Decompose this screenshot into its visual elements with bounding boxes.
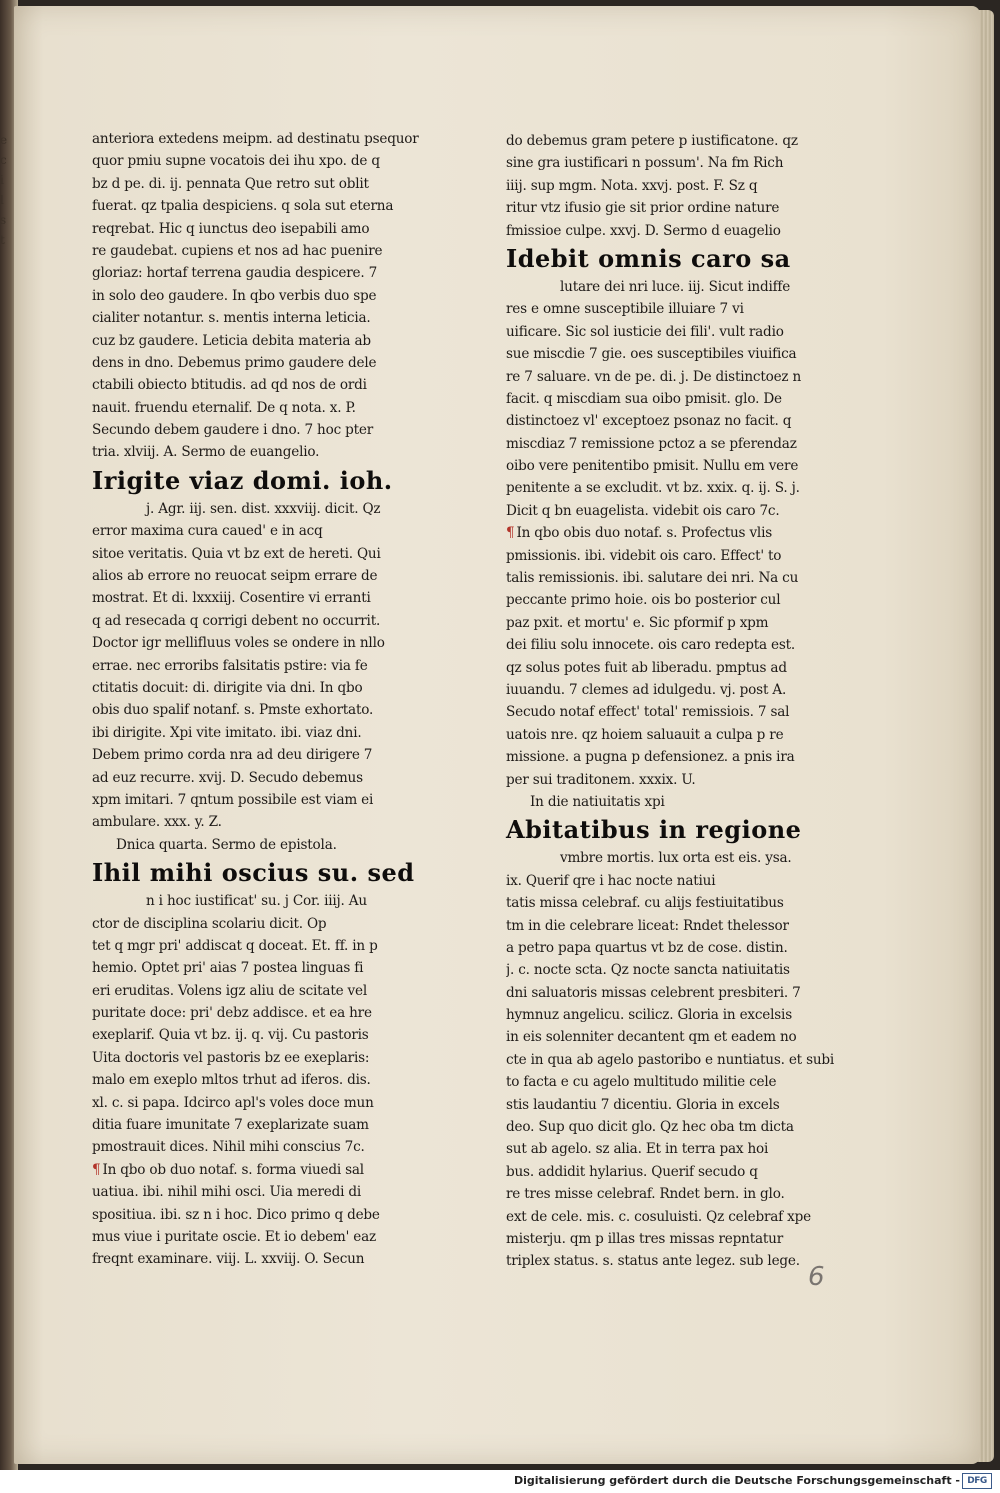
- section-heading: Irigite viaz domi. ioh.: [92, 465, 393, 495]
- text-line: peccante primo hoie. ois bo posterior cul: [506, 592, 781, 609]
- dfg-logo: DFG: [962, 1473, 992, 1489]
- paragraph-mark-icon: ¶: [506, 525, 515, 542]
- text-line: puritate doce: pri' debz addisce. et ea hre: [92, 1005, 372, 1022]
- text-line: mus viue i puritate oscie. Et io debem' eaz: [92, 1228, 376, 1245]
- text-line: paz pxit. et mortu' e. Sic pformif p xpm: [506, 614, 769, 631]
- text-line: ad euz recurre. xvij. D. Secudo debemus: [92, 769, 363, 786]
- text-line: ext de cele. mis. c. cosuluisti. Qz celebraf xpe: [506, 1208, 811, 1225]
- text-line: [92, 1159, 419, 1181]
- text-line: cialiter notantur. s. mentis interna leticia.: [92, 310, 371, 327]
- text-line: gloriaz: hortaf terrena gaudia despicere. 7: [92, 265, 378, 282]
- text-line: fuerat. qz tpalia despiciens. q sola sut eterna: [92, 198, 394, 215]
- fragment-glyph: t: [0, 233, 5, 247]
- text-line-content: In qbo ob duo notaf. s. forma viuedi sal: [102, 1161, 364, 1178]
- text-line: re gaudebat. cupiens et nos ad hac puenire: [92, 242, 383, 259]
- text-line: ibi dirigite. Xpi vite imitato. ibi. viaz dni.: [92, 724, 362, 741]
- text-line: j. c. nocte scta. Qz nocte sancta natiuitatis: [506, 962, 790, 979]
- section-heading: Ihil mihi oscius su. sed: [92, 858, 415, 888]
- text-line: vmbre mortis. lux orta est eis. ysa.: [560, 850, 792, 867]
- text-line: j. Agr. iij. sen. dist. xxxviij. dicit. Qz: [146, 500, 381, 517]
- text-line: ritur vtz ifusio gie sit prior ordine nature: [506, 200, 780, 217]
- text-line: Secudo notaf effect' total' remissiois. 7 sal: [506, 704, 790, 721]
- text-line: dens in dno. Debemus primo gaudere dele: [92, 354, 377, 371]
- text-line: re 7 saluare. vn de pe. di. j. De distinctoez n: [506, 368, 802, 385]
- text-line: do debemus gram petere p iustificatone. qz: [506, 133, 798, 149]
- text-line: hemio. Optet pri' aias 7 postea linguas fi: [92, 960, 364, 977]
- text-line: error maxima cura caued' e in acq: [92, 523, 323, 540]
- text-line: misterju. qm p illas tres missas repntatur: [506, 1230, 783, 1247]
- text-line: per sui traditonem. xxxix. U.: [506, 771, 696, 788]
- text-line: ctor de disciplina scolariu dicit. Op: [92, 915, 327, 932]
- right-text-column: [506, 130, 834, 1273]
- text-line: fmissioe culpe. xxvj. D. Sermo d euagelio: [506, 222, 781, 239]
- text-line: ctitatis docuit: di. dirigite via dni. In qbo: [92, 679, 363, 696]
- text-line: pmostrauit dices. Nihil mihi conscius 7c.: [92, 1139, 365, 1156]
- text-line: ctabili obiecto btitudis. ad qd nos de ordi: [92, 377, 367, 394]
- text-line: Secundo debem gaudere i dno. 7 hoc pter: [92, 422, 374, 439]
- text-line: bz d pe. di. ij. pennata Que retro sut oblit: [92, 175, 369, 192]
- text-line-content: In qbo obis duo notaf. s. Profectus vlis: [516, 525, 772, 542]
- funding-notice: Digitalisierung gefördert durch die Deutsche Forschungsgemeinschaft -: [513, 1474, 960, 1487]
- text-line: ix. Querif qre i hac nocte natiui: [506, 872, 716, 889]
- text-line: uatois nre. qz hoiem saluauit a culpa p re: [506, 726, 784, 743]
- page-number-mark: 6: [808, 1262, 825, 1292]
- text-line: Uita doctoris vel pastoris bz ee exeplaris:: [92, 1049, 370, 1066]
- text-line: sue miscdie 7 gie. oes susceptibiles viuifica: [506, 346, 797, 363]
- text-line: q ad resecada q corrigi debent no occurrit.: [92, 612, 381, 629]
- paragraph-mark-icon: ¶: [92, 1161, 101, 1178]
- text-line: sitoe veritatis. Quia vt bz ext de hereti. Qui: [92, 545, 381, 562]
- section-rubric: Dnica quarta. Sermo de epistola.: [116, 836, 337, 853]
- text-line: anteriora extedens meipm. ad destinatu psequor: [92, 131, 419, 147]
- text-line: mostrat. Et di. lxxxiij. Cosentire vi erranti: [92, 590, 371, 607]
- text-line: errae. nec erroribs falsitatis pstire: via fe: [92, 657, 368, 674]
- text-line: nauit. fruendu eternalif. De q nota. x. P.: [92, 399, 356, 416]
- left-text-column: [92, 128, 419, 1271]
- text-line: in solo deo gaudere. In qbo verbis duo spe: [92, 287, 377, 304]
- text-line: bus. addidit hylarius. Querif secudo q: [506, 1163, 758, 1180]
- text-line: deo. Sup quo dicit glo. Qz hec oba tm dicta: [506, 1119, 794, 1136]
- text-line: quor pmiu supne vocatois dei ihu xpo. de q: [92, 153, 380, 170]
- text-line: sut ab agelo. sz alia. Et in terra pax hoi: [506, 1141, 769, 1158]
- text-line: miscdiaz 7 remissione pctoz a se pferendaz: [506, 435, 797, 452]
- text-line: pmissionis. ibi. videbit ois caro. Effect' to: [506, 547, 782, 564]
- text-line: talis remissionis. ibi. salutare dei nri. Na cu: [506, 570, 799, 587]
- text-line: spositiua. ibi. sz n i hoc. Dico primo q debe: [92, 1206, 380, 1223]
- facing-page-fragment: [0, 130, 22, 340]
- text-line: penitente a se excludit. vt bz. xxix. q. ij. S. j.: [506, 480, 800, 497]
- text-line: tatis missa celebraf. cu alijs festiuitatibus: [506, 895, 784, 912]
- text-line: missione. a pugna p defensionez. a pnis ira: [506, 749, 795, 766]
- text-line: tet q mgr pri' addiscat q doceat. Et. ff. in p: [92, 937, 378, 954]
- section-rubric: In die natiuitatis xpi: [530, 793, 665, 810]
- text-line: stis laudantiu 7 dicentiu. Gloria in excels: [506, 1096, 780, 1113]
- text-line: uificare. Sic sol iusticie dei fili'. vult radio: [506, 323, 784, 340]
- fragment-glyph: l: [0, 193, 4, 207]
- text-line: lutare dei nri luce. iij. Sicut indiffe: [560, 278, 791, 295]
- text-line: ambulare. xxx. y. Z.: [92, 814, 222, 831]
- text-line: ditia fuare imunitate 7 exeplarizate suam: [92, 1117, 369, 1134]
- text-line: iuuandu. 7 clemes ad idulgedu. vj. post A.: [506, 681, 787, 698]
- text-line: cte in qua ab agelo pastoribo e nuntiatus. et subi: [506, 1051, 835, 1068]
- fragment-glyph: e: [0, 133, 8, 147]
- text-line: eri eruditas. Volens igz aliu de scitate vel: [92, 982, 368, 999]
- text-line: res e omne susceptibile illuiare 7 vi: [506, 301, 744, 318]
- text-line: xl. c. si papa. Idcirco apl's voles doce mun: [92, 1094, 374, 1111]
- fragment-glyph: i: [0, 173, 4, 187]
- text-line: sine gra iustificari n possum'. Na fm Rich: [506, 155, 784, 172]
- text-line: triplex status. s. status ante legez. sub lege.: [506, 1253, 800, 1270]
- text-line: oibo vere penitentibo pmisit. Nullu em vere: [506, 458, 799, 475]
- text-line: qz solus potes fuit ab liberadu. pmptus ad: [506, 659, 787, 676]
- text-line: distinctoez vl' exceptoez psonaz no facit. q: [506, 413, 792, 430]
- text-line: malo em exeplo mltos trhut ad iferos. dis.: [92, 1072, 371, 1089]
- text-line: uatiua. ibi. nihil mihi osci. Uia meredi di: [92, 1184, 362, 1201]
- text-line: alios ab errore no reuocat seipm errare de: [92, 568, 378, 585]
- text-line: a petro papa quartus vt bz de cose. distin.: [506, 939, 788, 956]
- text-line: in eis solenniter decantent qm et eadem no: [506, 1029, 797, 1046]
- text-line: Doctor igr mellifluus voles se ondere in nllo: [92, 635, 385, 652]
- text-line: obis duo spalif notanf. s. Pmste exhortato.: [92, 702, 374, 719]
- text-line: [506, 522, 834, 544]
- text-line: Debem primo corda nra ad deu dirigere 7: [92, 747, 373, 764]
- text-line: tm in die celebrare liceat: Rndet thelessor: [506, 917, 789, 934]
- text-line: to facta e cu agelo multitudo militie cele: [506, 1074, 777, 1091]
- text-line: dei filiu solu innocete. ois caro redepta est.: [506, 637, 796, 654]
- text-line: facit. q miscdiam sua oibo pmisit. glo. De: [506, 390, 782, 407]
- text-line: tria. xlviij. A. Sermo de euangelio.: [92, 444, 320, 461]
- text-line: re tres misse celebraf. Rndet bern. in glo.: [506, 1186, 785, 1203]
- text-line: cuz bz gaudere. Leticia debita materia ab: [92, 332, 371, 349]
- text-line: xpm imitari. 7 qntum possibile est viam ei: [92, 791, 374, 808]
- section-heading: Abitatibus in regione: [506, 815, 802, 845]
- fragment-glyph: s: [0, 213, 7, 227]
- text-line: reqrebat. Hic q iunctus deo isepabili amo: [92, 220, 370, 237]
- text-line: hymnuz angelicu. scilicz. Gloria in excelsis: [506, 1007, 792, 1024]
- text-line: exeplarif. Quia vt bz. ij. q. vij. Cu pastoris: [92, 1027, 369, 1044]
- text-line: Dicit q bn euagelista. videbit ois caro 7c.: [506, 502, 780, 519]
- section-heading: Idebit omnis caro sa: [506, 243, 791, 273]
- text-line: iiij. sup mgm. Nota. xxvj. post. F. Sz q: [506, 177, 758, 194]
- fragment-glyph: c: [0, 153, 7, 167]
- text-line: n i hoc iustificat' su. j Cor. iiij. Au: [146, 893, 367, 910]
- text-line: freqnt examinare. viij. L. xxviij. O. Secun: [92, 1251, 365, 1268]
- text-line: dni saluatoris missas celebrent presbiteri. 7: [506, 984, 801, 1001]
